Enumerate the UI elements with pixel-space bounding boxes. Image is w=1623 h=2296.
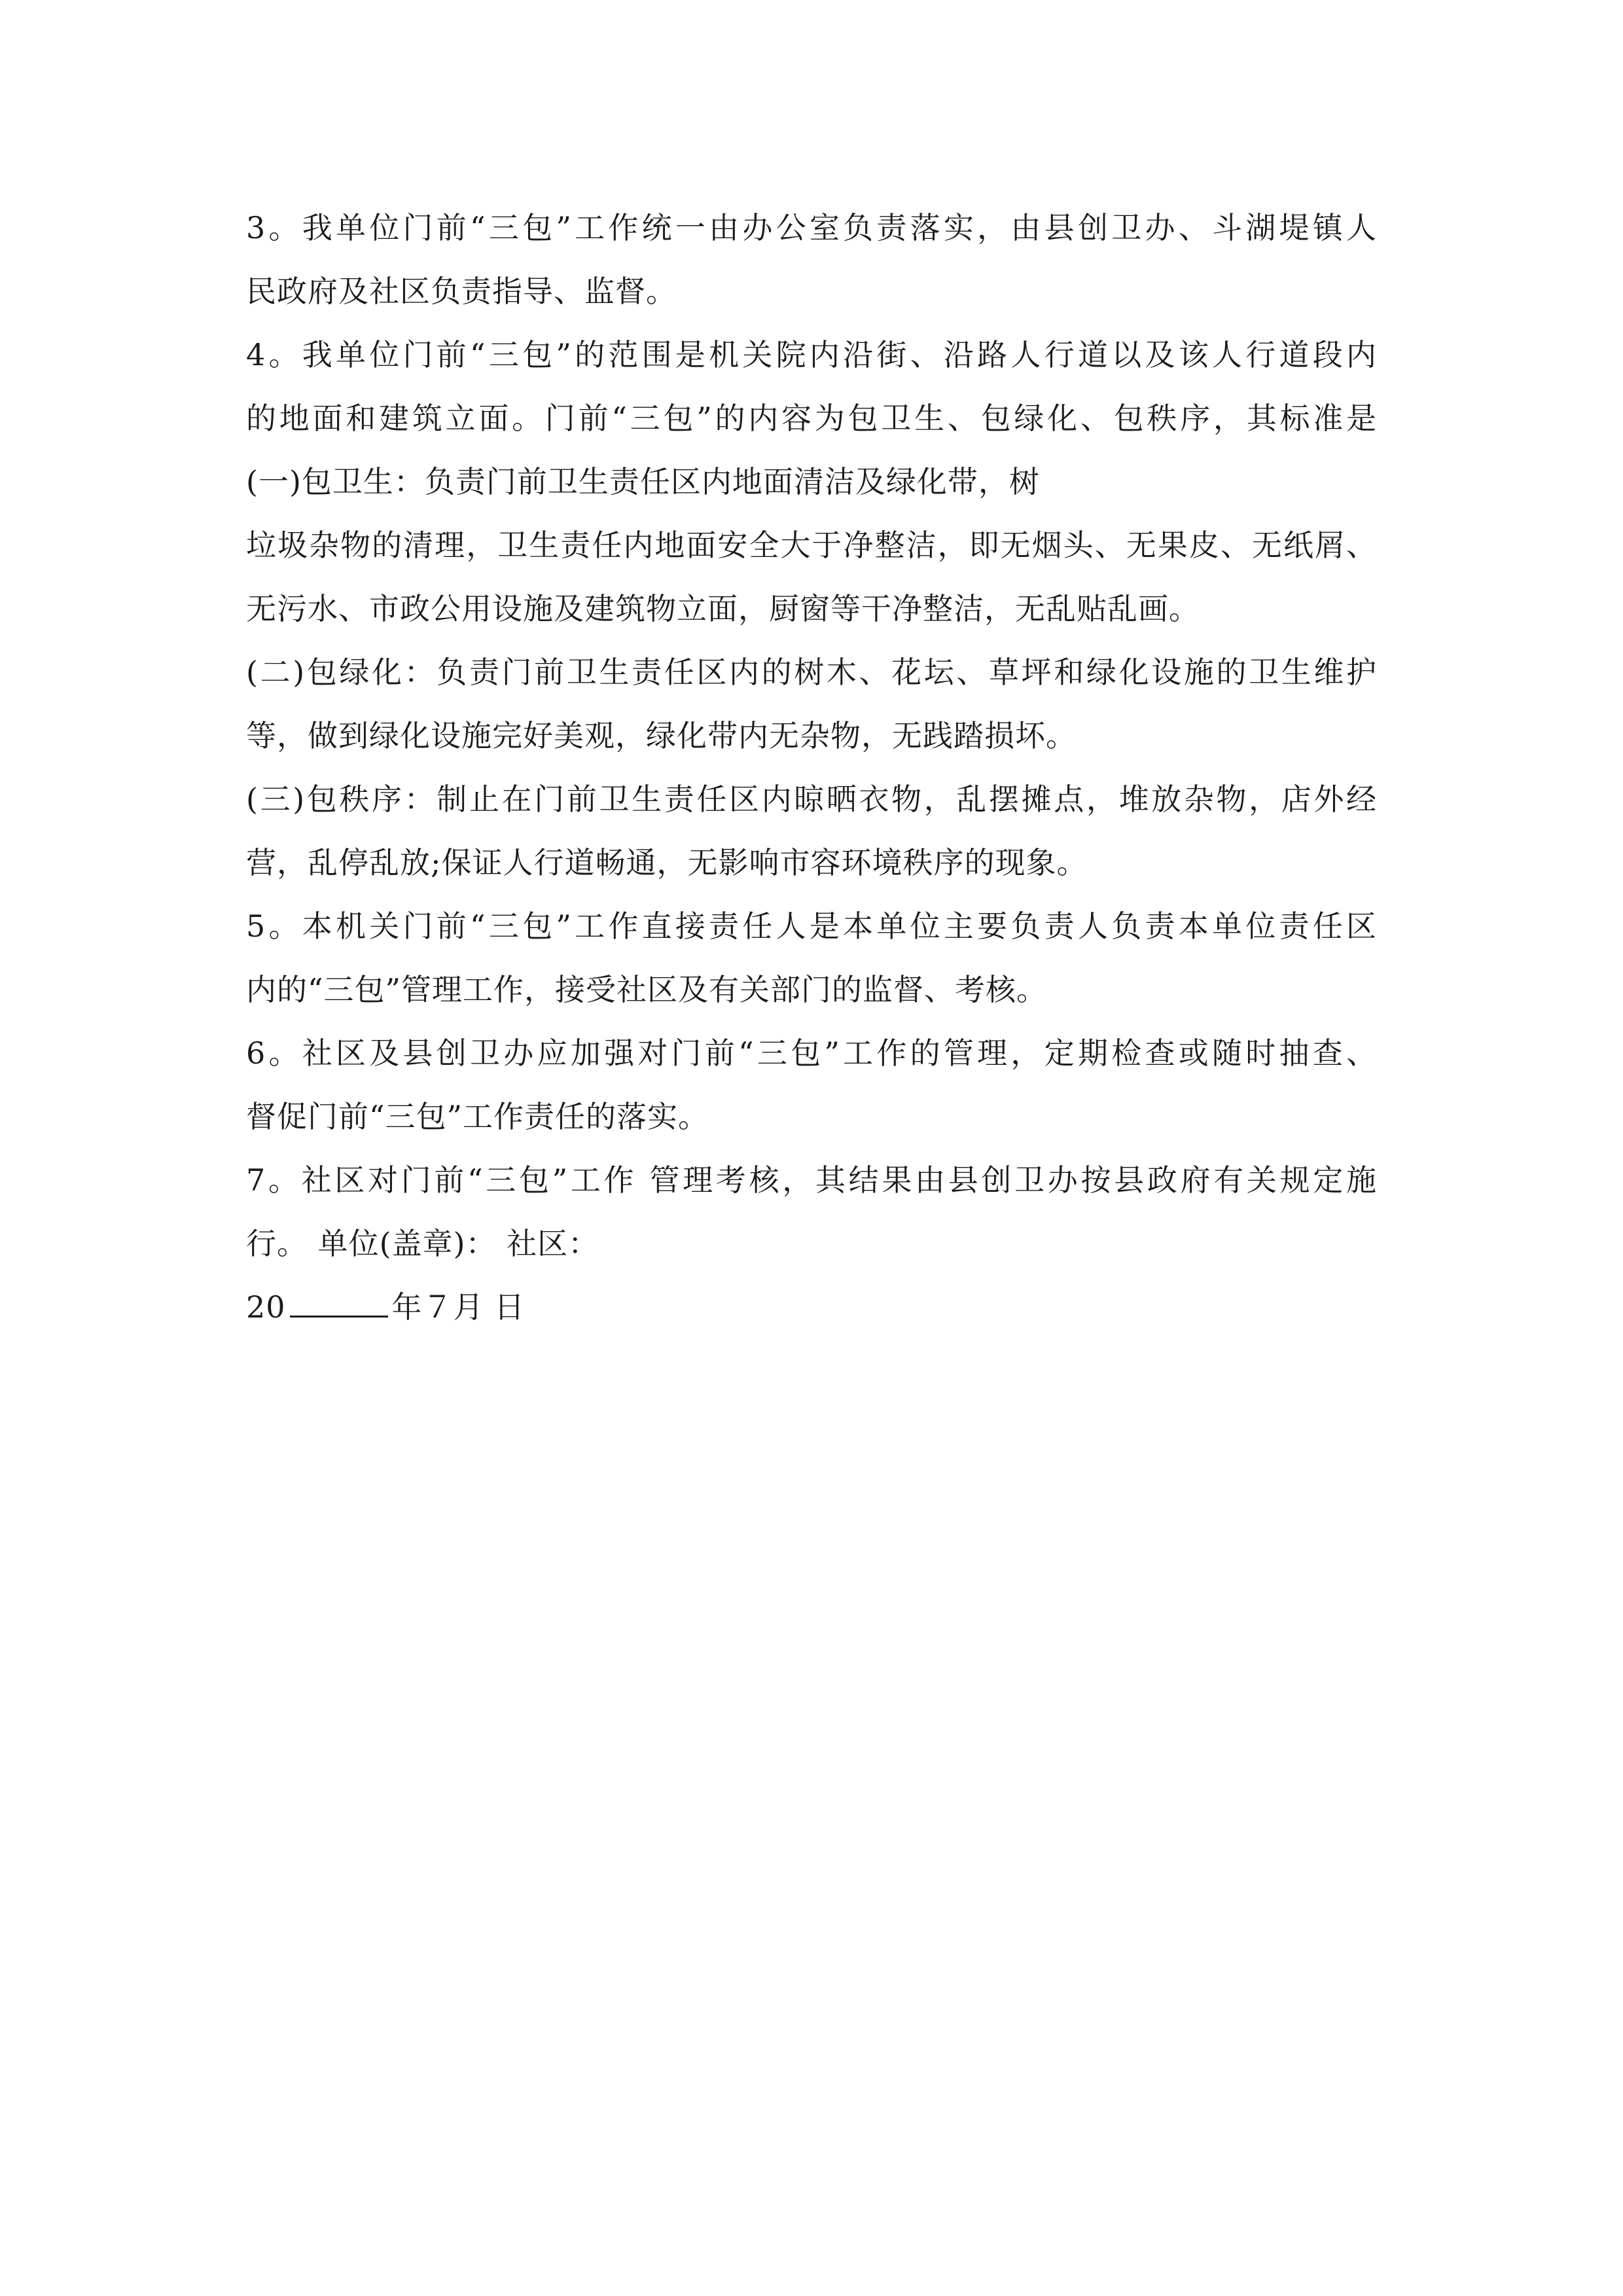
date-year-blank [290, 1276, 388, 1318]
paragraph-line: 6。社区及县创卫办应加强对门前“三包”工作的管理，定期检查或随时抽查、 [246, 1035, 1377, 1071]
paragraph-line: 4。我单位门前“三包”的范围是机关院内沿街、沿路人行道以及该人行道段内 [246, 337, 1377, 372]
paragraph-line: 5。本机关门前“三包”工作直接责任人是本单位主要负责人负责本单位责任区 [246, 908, 1377, 944]
paragraph-line: 垃圾杂物的清理，卫生责任内地面安全大于净整洁，即无烟头、无果皮、无纸屑、 [246, 528, 1377, 563]
date-line [246, 1276, 1377, 1339]
paragraph-line: (二)包绿化：负责门前卫生责任区内的树木、花坛、草坪和绿化设施的卫生维护 [246, 655, 1377, 690]
document-body [246, 196, 1377, 1339]
paragraph-line: 等，做到绿化设施完好美观，绿化带内无杂物，无践踏损坏。 [246, 718, 1077, 753]
paragraph-line: (一)包卫生：负责门前卫生责任区内地面清洁及绿化带，树 [246, 464, 1040, 499]
date-month-day: 年７月 日 [391, 1289, 526, 1325]
paragraph-line: 督促门前“三包”工作责任的落实。 [246, 1099, 709, 1134]
paragraph-line: 无污水、市政公用设施及建筑物立面，厨窗等干净整洁，无乱贴乱画。 [246, 591, 1200, 626]
paragraph-line: 的地面和建筑立面。门前“三包”的内容为包卫生、包绿化、包秩序，其标准是 [246, 401, 1377, 436]
paragraph-line: 民政府及社区负责指导、监督。 [246, 274, 677, 309]
paragraph-line: (三)包秩序：制止在门前卫生责任区内晾晒衣物，乱摆摊点，堆放杂物，店外经 [246, 781, 1377, 817]
paragraph-line: 行。 单位(盖章)： 社区： [246, 1226, 599, 1261]
date-year-prefix: 20 [246, 1289, 286, 1325]
paragraph-line: 营，乱停乱放;保证人行道畅通，无影响市容环境秩序的现象。 [246, 845, 1088, 880]
paragraph-line: 7。社区对门前“三包”工作 管理考核，其结果由县创卫办按县政府有关规定施 [246, 1162, 1377, 1198]
paragraph-line: 3。我单位门前“三包”工作统一由办公室负责落实，由县创卫办、斗湖堤镇人 [246, 210, 1377, 245]
paragraph-line: 内的“三包”管理工作，接受社区及有关部门的监督、考核。 [246, 972, 1048, 1007]
